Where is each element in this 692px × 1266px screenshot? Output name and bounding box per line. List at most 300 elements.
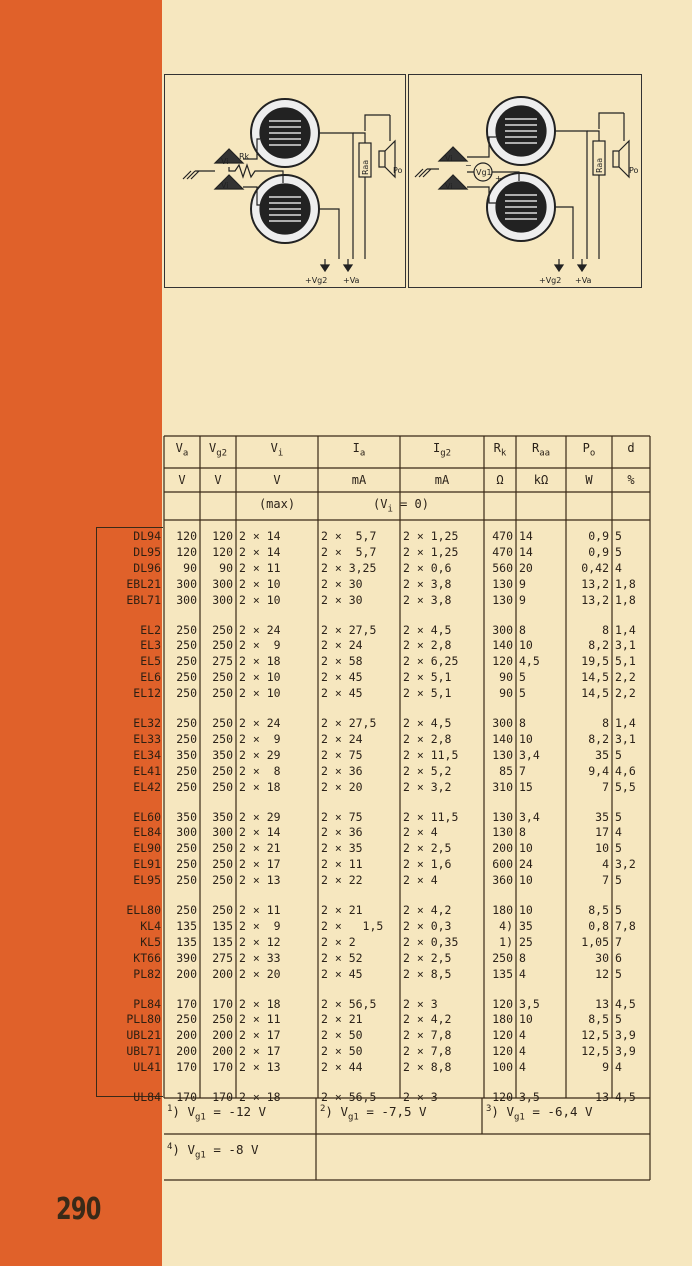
table-cell: 3,1 <box>615 731 636 746</box>
table-cell: 250 <box>212 731 233 746</box>
tube-type: EL6 <box>140 670 161 685</box>
table-cell: 2 × 45 <box>321 670 363 685</box>
table-cell: 2 × 35 <box>321 841 363 856</box>
table-cell: 9 <box>519 592 526 607</box>
table-cell: 7 <box>602 779 609 794</box>
table-cell: 4 <box>615 825 622 840</box>
table-cell: 8 <box>519 622 526 637</box>
table-cell: 7 <box>615 934 622 949</box>
header-vi: $V_i$ <box>270 441 284 459</box>
table-cell: 0,9 <box>588 544 609 559</box>
table-cell: 100 <box>492 1060 513 1075</box>
tube-type: UBL21 <box>126 1028 161 1043</box>
table-cell: 390 <box>176 950 197 965</box>
table-cell: 2 × 4,5 <box>403 622 452 637</box>
table-cell: 250 <box>176 622 197 637</box>
table-cell: 300 <box>492 622 513 637</box>
table-cell: 2 × 2,8 <box>403 638 452 653</box>
table-cell: 2 × 1,25 <box>403 529 459 543</box>
table-cell: 180 <box>492 903 513 917</box>
right-raa-label: Raa <box>595 157 604 173</box>
unit-8: % <box>627 473 635 487</box>
table-cell: 2 × 20 <box>321 779 363 794</box>
table-cell: 2,2 <box>615 670 636 685</box>
table-cell: 24 <box>519 857 533 872</box>
table-cell: 2 × 52 <box>321 950 363 965</box>
table-cell: 2 × 1,5 <box>321 918 384 933</box>
tube-type: EL42 <box>133 779 161 794</box>
table-cell: 2 × 2,5 <box>403 950 452 965</box>
table-cell: 2 × 10 <box>239 670 281 685</box>
table-cell: 3,1 <box>615 638 636 653</box>
left-po-label: Po <box>393 166 403 175</box>
table-cell: 2 × 3,2 <box>403 779 452 794</box>
table-cell: 2 × 2 <box>321 934 356 949</box>
table-cell: 1,4 <box>615 622 636 637</box>
tube-type: KL4 <box>140 918 161 933</box>
table-cell: 250 <box>212 873 233 888</box>
table-cell: 2 × 11,5 <box>403 747 459 762</box>
tube-type: ELL80 <box>126 903 161 917</box>
table-cell: 14 <box>519 544 533 559</box>
table-cell: 2 × 11,5 <box>403 809 459 824</box>
right-vi-top-label: Vi <box>445 154 453 163</box>
table-cell: 7 <box>519 763 526 778</box>
table-cell: 170 <box>212 1060 233 1075</box>
tube-type: EL60 <box>133 809 161 824</box>
table-cell: 2 × 11 <box>239 903 281 917</box>
table-cell: 135 <box>212 934 233 949</box>
table-cell: 2 × 17 <box>239 1028 281 1043</box>
tube-type: UL84 <box>133 1090 161 1104</box>
table-cell: 1) <box>499 934 513 949</box>
table-cell: 4) <box>499 918 513 933</box>
table-cell: 200 <box>212 1028 233 1043</box>
table-cell: 25 <box>519 934 533 949</box>
note-vi-zero: $(V_i = 0)$ <box>373 497 429 515</box>
table-cell: 2 × 30 <box>321 592 363 607</box>
table-cell: 200 <box>176 1044 197 1059</box>
table-cell: 170 <box>176 1090 197 1104</box>
right-minus-label: − <box>465 161 472 170</box>
table-cell: 275 <box>212 654 233 669</box>
table-cell: 8 <box>602 622 609 637</box>
tube-type: KT66 <box>133 950 161 965</box>
table-cell: 120 <box>212 529 233 543</box>
table-cell: 3,4 <box>519 747 540 762</box>
table-cell: 3,5 <box>519 1090 540 1104</box>
table-cell: 2 × 50 <box>321 1028 363 1043</box>
table-cell: 10 <box>519 1012 533 1027</box>
table-cell: 2 × 3 <box>403 996 438 1011</box>
tube-type: EL84 <box>133 825 161 840</box>
table-cell: 300 <box>212 576 233 591</box>
table-cell: 2 × 24 <box>239 622 281 637</box>
table-cell: 5 <box>615 544 622 559</box>
table-cell: 250 <box>212 857 233 872</box>
table-cell: 2 × 4 <box>403 873 438 888</box>
table-cell: 250 <box>492 950 513 965</box>
table-cell: 10 <box>519 841 533 856</box>
table-cell: 14 <box>519 529 533 543</box>
table-cell: 2 × 30 <box>321 576 363 591</box>
table-cell: 200 <box>176 1028 197 1043</box>
table-cell: 3,4 <box>519 809 540 824</box>
table-cell: 2 × 3,8 <box>403 592 452 607</box>
page-number: 290 <box>56 1192 101 1227</box>
table-cell: 2 × 3,25 <box>321 560 377 575</box>
table-cell: 130 <box>492 809 513 824</box>
table-cell: 2,2 <box>615 686 636 701</box>
table-cell: 350 <box>212 809 233 824</box>
table-cell: 30 <box>595 950 609 965</box>
table-cell: 5 <box>615 966 622 981</box>
table-cell: 120 <box>176 544 197 559</box>
table-cell: 2 × 45 <box>321 686 363 701</box>
tube-type: PL84 <box>133 996 161 1011</box>
table-cell: 10 <box>519 731 533 746</box>
left-vi-bottom-label: Vi <box>221 181 229 190</box>
table-cell: 8,2 <box>588 731 609 746</box>
table-cell: 310 <box>492 779 513 794</box>
table-cell: 5,5 <box>615 779 636 794</box>
table-cell: 180 <box>492 1012 513 1027</box>
tube-type: EL90 <box>133 841 161 856</box>
table-cell: 170 <box>212 996 233 1011</box>
table-cell: 2 × 18 <box>239 996 281 1011</box>
table-cell: 1,05 <box>581 934 609 949</box>
table-cell: 120 <box>492 1028 513 1043</box>
table-cell: 250 <box>212 1012 233 1027</box>
table-cell: 2 × 9 <box>239 731 281 746</box>
table-cell: 2 × 18 <box>239 654 281 669</box>
table-cell: 2 × 12 <box>239 934 281 949</box>
table-cell: 5 <box>615 747 622 762</box>
table-cell: 120 <box>492 654 513 669</box>
table-cell: 0,8 <box>588 918 609 933</box>
table-cell: 14,5 <box>581 670 609 685</box>
table-cell: 2 × 3,8 <box>403 576 452 591</box>
table-cell: 5 <box>615 1012 622 1027</box>
table-cell: 2 × 4 <box>403 825 438 840</box>
unit-6: kΩ <box>533 473 549 487</box>
table-cell: 12,5 <box>581 1028 609 1043</box>
table-cell: 170 <box>176 996 197 1011</box>
table-cell: 2 × 8,8 <box>403 1060 452 1075</box>
table-cell: 10 <box>519 638 533 653</box>
table-cell: 250 <box>212 779 233 794</box>
table-cell: 3,9 <box>615 1028 636 1043</box>
table-cell: 250 <box>176 903 197 917</box>
unit-4: mA <box>434 473 450 487</box>
table-cell: 170 <box>176 1060 197 1075</box>
table-cell: 2 × 6,25 <box>403 654 459 669</box>
table-cell: 0,42 <box>581 560 609 575</box>
table-cell: 13 <box>595 1090 609 1104</box>
table-cell: 2 × 22 <box>321 873 363 888</box>
table-cell: 300 <box>176 825 197 840</box>
table-cell: 2 × 11 <box>321 857 363 872</box>
footnote-3: $^3$) $V_{g1} = -6,4$ V <box>486 1104 593 1123</box>
table-cell: 120 <box>492 996 513 1011</box>
footnote-2: $^2$) $V_{g1} = -7,5$ V <box>320 1104 427 1123</box>
table-cell: 1,8 <box>615 592 636 607</box>
table-cell: 90 <box>219 560 233 575</box>
table-cell: 2 × 9 <box>239 918 281 933</box>
table-cell: 8 <box>519 716 526 730</box>
table-cell: 2 × 24 <box>239 716 281 730</box>
tube-type: EL33 <box>133 731 161 746</box>
table-cell: 250 <box>176 716 197 730</box>
table-cell: 10 <box>519 903 533 917</box>
tube-type: DL94 <box>133 529 161 543</box>
note-vi-max: (max) <box>258 497 296 511</box>
table-cell: 2 × 10 <box>239 576 281 591</box>
table-cell: 470 <box>492 529 513 543</box>
table-cell: 2 × 14 <box>239 825 281 840</box>
table-cell: 5 <box>615 841 622 856</box>
table-cell: 600 <box>492 857 513 872</box>
table-cell: 2 × 50 <box>321 1044 363 1059</box>
table-cell: 2 × 14 <box>239 544 281 559</box>
table-cell: 2 × 2,8 <box>403 731 452 746</box>
right-vi-bottom-label: Vi <box>445 182 453 191</box>
table-cell: 300 <box>492 716 513 730</box>
tube-type: EL91 <box>133 857 161 872</box>
table-cell: 19,5 <box>581 654 609 669</box>
table-cell: 14,5 <box>581 686 609 701</box>
table-cell: 135 <box>176 918 197 933</box>
table-cell: 470 <box>492 544 513 559</box>
table-cell: 2 × 36 <box>321 825 363 840</box>
tube-type: UL41 <box>133 1060 161 1075</box>
table-cell: 10 <box>595 841 609 856</box>
table-cell: 120 <box>176 529 197 543</box>
table-cell: 2 × 1,25 <box>403 544 459 559</box>
table-cell: 2 × 4,2 <box>403 903 452 917</box>
table-cell: 4,5 <box>615 996 636 1011</box>
table-cell: 3,2 <box>615 857 636 872</box>
table-cell: 1,4 <box>615 716 636 730</box>
table-cell: 12,5 <box>581 1044 609 1059</box>
tube-type: EBL21 <box>126 576 161 591</box>
tube-type: PL82 <box>133 966 161 981</box>
table-cell: 2 × 13 <box>239 873 281 888</box>
table-cell: 120 <box>492 1044 513 1059</box>
table-cell: 300 <box>212 825 233 840</box>
table-cell: 250 <box>212 841 233 856</box>
header-po: $P_o$ <box>582 441 596 459</box>
table-cell: 2 × 11 <box>239 1012 281 1027</box>
table-cell: 5,1 <box>615 654 636 669</box>
table-cell: 200 <box>492 841 513 856</box>
left-va-label: +Va <box>343 276 360 285</box>
table-cell: 13 <box>595 996 609 1011</box>
table-cell: 250 <box>176 857 197 872</box>
table-cell: 9,4 <box>588 763 609 778</box>
table-cell: 250 <box>176 670 197 685</box>
table-cell: 350 <box>176 809 197 824</box>
table-cell: 6 <box>615 950 622 965</box>
table-cell: 130 <box>492 592 513 607</box>
table-cell: 250 <box>176 1012 197 1027</box>
table-cell: 2 × 3 <box>403 1090 438 1104</box>
tube-type: UBL71 <box>126 1044 161 1059</box>
table-cell: 250 <box>212 622 233 637</box>
table-cell: 250 <box>212 903 233 917</box>
table-cell: 250 <box>176 841 197 856</box>
table-cell: 2 × 18 <box>239 1090 281 1104</box>
table-cell: 5 <box>519 670 526 685</box>
table-cell: 2 × 24 <box>321 638 363 653</box>
table-cell: 300 <box>176 576 197 591</box>
table-cell: 2 × 0,6 <box>403 560 452 575</box>
table-cell: 250 <box>212 686 233 701</box>
table-cell: 135 <box>176 934 197 949</box>
table-cell: 2 × 5,7 <box>321 529 377 543</box>
table-cell: 350 <box>212 747 233 762</box>
table-cell: 2 × 7,8 <box>403 1028 452 1043</box>
table-cell: 300 <box>176 592 197 607</box>
table-cell: 90 <box>499 670 513 685</box>
tube-type: EL2 <box>140 622 161 637</box>
table-cell: 2 × 36 <box>321 763 363 778</box>
table-cell: 4,5 <box>519 654 540 669</box>
table-cell: 3,9 <box>615 1044 636 1059</box>
table-cell: 4 <box>519 1060 526 1075</box>
table-cell: 130 <box>492 576 513 591</box>
table-cell: 85 <box>499 763 513 778</box>
header-ia: $I_a$ <box>352 441 366 459</box>
table-cell: 2 × 4,2 <box>403 1012 452 1027</box>
table-cell: 2 × 20 <box>239 966 281 981</box>
table-cell: 2 × 17 <box>239 857 281 872</box>
table-cell: 3,5 <box>519 996 540 1011</box>
table-cell: 560 <box>492 560 513 575</box>
tube-type: PLL80 <box>126 1012 161 1027</box>
left-vi-top-label: Vi <box>221 157 229 166</box>
table-cell: 2 × 13 <box>239 1060 281 1075</box>
unit-0: V <box>178 473 186 487</box>
table-cell: 250 <box>212 716 233 730</box>
table-cell: 1,8 <box>615 576 636 591</box>
tube-type: EL95 <box>133 873 161 888</box>
table-cell: 4 <box>519 1028 526 1043</box>
tube-type: EL34 <box>133 747 161 762</box>
table-cell: 2 × 18 <box>239 779 281 794</box>
table-cell: 5 <box>519 686 526 701</box>
header-va: $V_a$ <box>175 441 189 459</box>
header-raa: $R_{aa}$ <box>531 441 551 459</box>
table-cell: 2 × 14 <box>239 529 281 543</box>
table-cell: 2 × 10 <box>239 592 281 607</box>
table-cell: 200 <box>212 966 233 981</box>
table-cell: 4,5 <box>615 1090 636 1104</box>
tube-type: EBL71 <box>126 592 161 607</box>
table-cell: 250 <box>212 763 233 778</box>
table-cell: 0,9 <box>588 529 609 543</box>
tube-type: DL96 <box>133 560 161 575</box>
right-plus-label: + <box>495 174 502 183</box>
table-cell: 170 <box>212 1090 233 1104</box>
header-d: d <box>627 441 635 455</box>
unit-7: W <box>585 473 593 487</box>
table-cell: 250 <box>176 873 197 888</box>
table-cell: 9 <box>519 576 526 591</box>
table-cell: 4 <box>519 966 526 981</box>
table-cell: 5 <box>615 809 622 824</box>
table-cell: 250 <box>176 654 197 669</box>
table-cell: 5 <box>615 529 622 543</box>
table-cell: 90 <box>183 560 197 575</box>
table-cell: 2 × 5,2 <box>403 763 452 778</box>
unit-3: mA <box>351 473 367 487</box>
table-cell: 2 × 11 <box>239 560 281 575</box>
table-cell: 4 <box>615 560 622 575</box>
table-cell: 35 <box>595 809 609 824</box>
table-cell: 2 × 58 <box>321 654 363 669</box>
table-cell: 20 <box>519 560 533 575</box>
table-cell: 90 <box>499 686 513 701</box>
table-cell: 2 × 2,5 <box>403 841 452 856</box>
table-cell: 4 <box>519 1044 526 1059</box>
table-cell: 2 × 29 <box>239 809 281 824</box>
table-cell: 4 <box>602 857 609 872</box>
table-cell: 2 × 5,7 <box>321 544 377 559</box>
right-vg1-label: Vg1 <box>476 168 492 177</box>
table-cell: 2 × 29 <box>239 747 281 762</box>
table-cell: 2 × 21 <box>239 841 281 856</box>
table-cell: 2 × 21 <box>321 903 363 917</box>
table-cell: 130 <box>492 747 513 762</box>
table-cell: 250 <box>212 670 233 685</box>
table-cell: 35 <box>519 918 533 933</box>
table-cell: 2 × 0,35 <box>403 934 459 949</box>
unit-1: V <box>214 473 222 487</box>
table-cell: 130 <box>492 825 513 840</box>
table-cell: 8,5 <box>588 1012 609 1027</box>
table-cell: 2 × 75 <box>321 747 363 762</box>
tube-type: KL5 <box>140 934 161 949</box>
table-cell: 17 <box>595 825 609 840</box>
table-cell: 200 <box>212 1044 233 1059</box>
table-cell: 8,5 <box>588 903 609 917</box>
table-cell: 2 × 5,1 <box>403 670 452 685</box>
right-vg2-label: +Vg2 <box>539 276 562 285</box>
table-cell: 2 × 0,3 <box>403 918 452 933</box>
table-cell: 2 × 10 <box>239 686 281 701</box>
table-cell: 2 × 27,5 <box>321 716 377 730</box>
table-cell: 2 × 17 <box>239 1044 281 1059</box>
header-vg2: $V_{g2}$ <box>208 441 228 459</box>
tube-type: EL41 <box>133 763 161 778</box>
table-cell: 7,8 <box>615 918 636 933</box>
tube-type: EL5 <box>140 654 161 669</box>
table-cell: 275 <box>212 950 233 965</box>
table-cell: 2 × 24 <box>321 731 363 746</box>
table-cell: 13,2 <box>581 592 609 607</box>
table-cell: 5 <box>615 903 622 917</box>
right-va-label: +Va <box>575 276 592 285</box>
table-cell: 35 <box>595 747 609 762</box>
table-cell: 250 <box>212 638 233 653</box>
header-ig2: $I_{g2}$ <box>432 441 452 459</box>
table-cell: 2 × 1,6 <box>403 857 452 872</box>
table-cell: 8,2 <box>588 638 609 653</box>
table-cell: 2 × 8,5 <box>403 966 452 981</box>
table-cell: 350 <box>176 747 197 762</box>
unit-2: V <box>273 473 281 487</box>
